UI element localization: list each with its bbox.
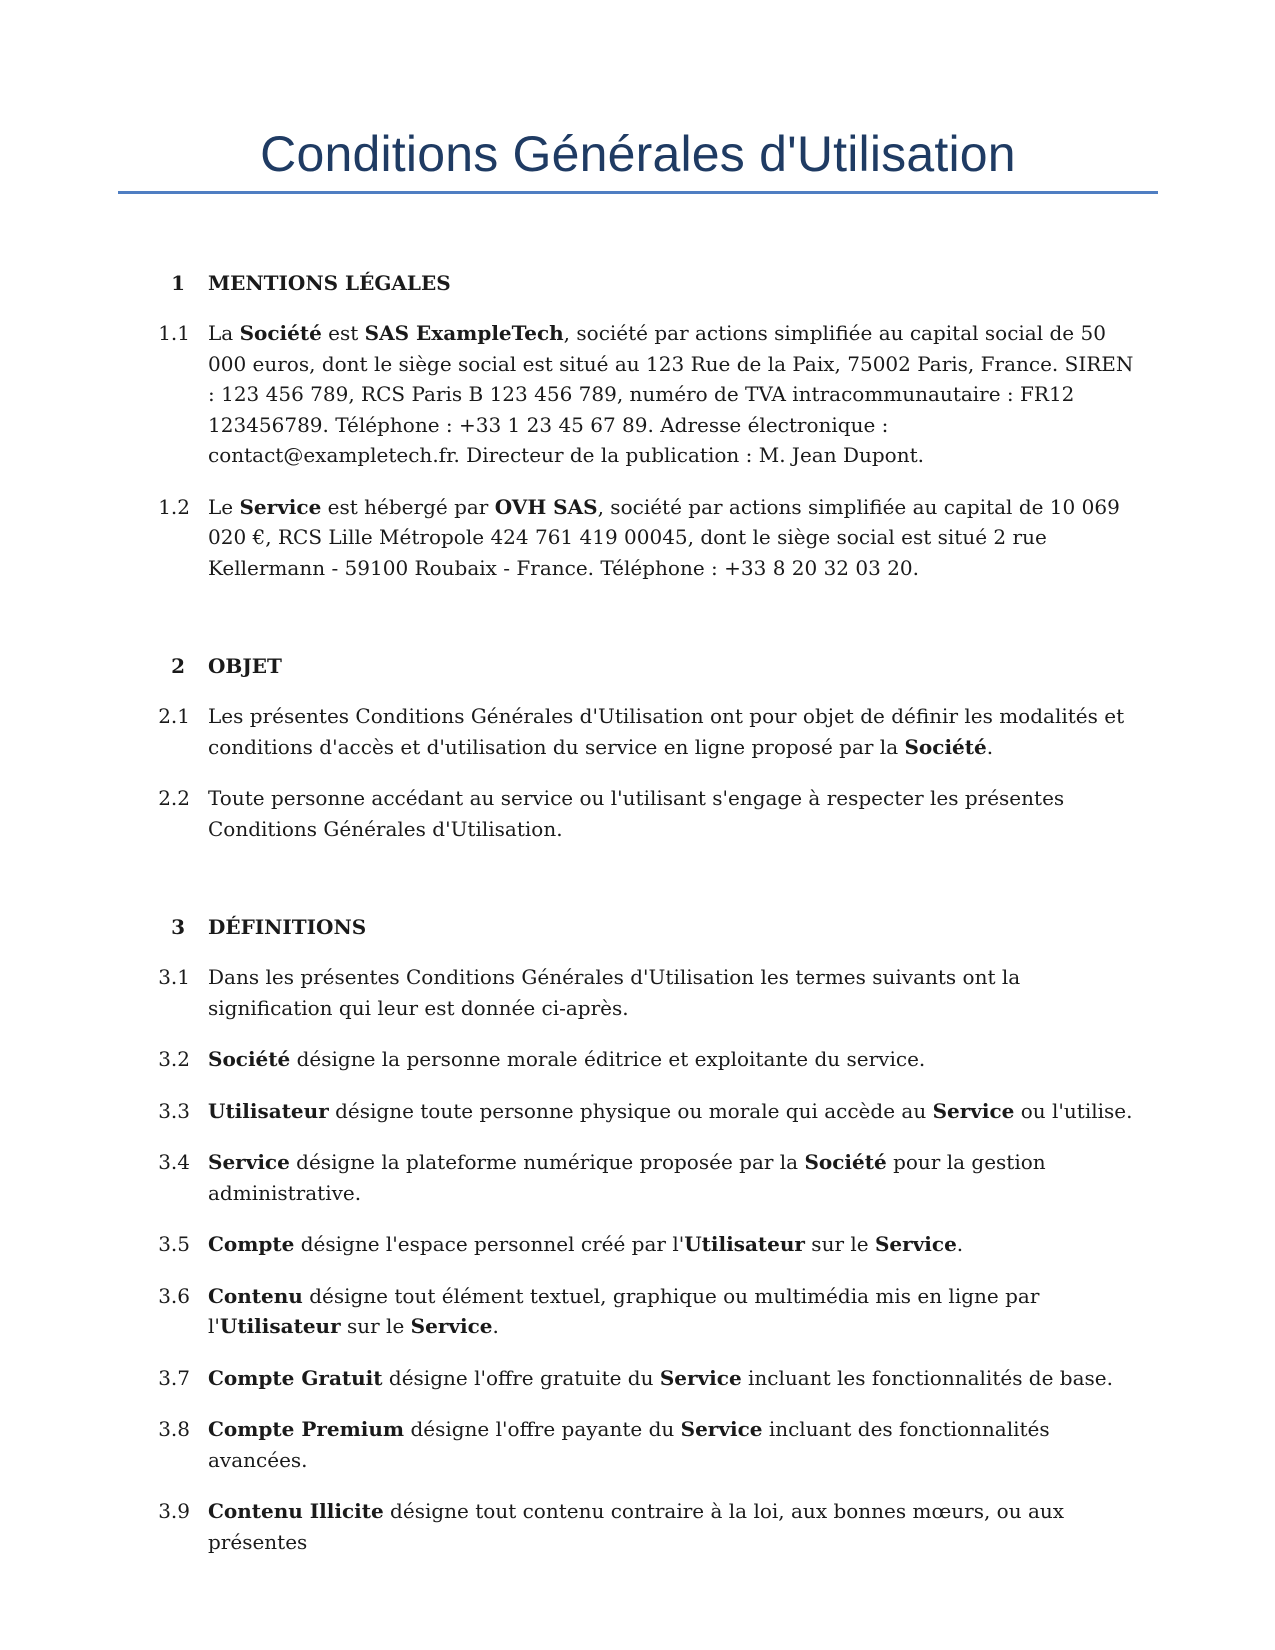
clause-text-run: Les présentes Conditions Générales d'Utilisation ont pour objet de définir les modalités et conditions d'accès et d'utilisation du service en ligne proposé par la [208,704,1125,759]
clause-text-run: Le [208,494,240,519]
clause-text-run: sur le [804,1232,875,1256]
defined-term: SAS ExampleTech [364,321,564,345]
clause-number: 1.1 [158,321,190,345]
clause-number: 3.7 [158,1365,190,1390]
clause-text-run: désigne toute personne physique ou morale qui accède au [328,1098,933,1123]
clause-number: 3.4 [158,1150,190,1174]
defined-term: Service [932,1098,1015,1123]
clause [0,1044,1275,1075]
clause [0,318,1275,471]
section [0,268,1275,583]
clause-number: 3.8 [158,1417,190,1441]
clause-number: 2.1 [158,704,190,728]
clause-number: 3.2 [158,1047,190,1071]
section-heading [0,268,1275,298]
section-heading [0,912,1275,942]
clause [0,1229,1275,1260]
defined-term: Utilisateur [684,1232,805,1256]
defined-term: Service [208,1150,290,1174]
clause [0,783,1275,844]
clause-text-run: . [492,1314,499,1338]
document-title: Conditions Générales d'Utilisation [260,126,1016,182]
clause-number: 1.2 [158,494,190,519]
clause-text-run: désigne tout élément textuel, graphique ou multimédia mis en ligne par l' [208,1283,1040,1338]
clause [0,1496,1275,1557]
clause-text [208,318,1138,471]
defined-term: Contenu [208,1283,303,1308]
clause-text-run: Dans les présentes Conditions Générales d'Utilisation les termes suivants ont la signification qui leur est donnée ci-après. [208,965,1021,1020]
clause-text-run: La [208,321,240,345]
clause-text [208,783,1138,844]
clause-text-run: incluant les fonctionnalités de base. [741,1365,1113,1390]
defined-term: Compte [208,1232,295,1256]
section [0,651,1275,844]
clause-text-run: , société par actions simplifiée au capital de 10 069 020 €, RCS Lille Métropole 424 761 419 00045, dont le siège social est situé 2 rue Kellermann - 59100 Roubaix - France. Téléphone : +33 8 20 32 03 20. [208,494,1120,580]
clause-text [208,1363,1138,1394]
clause [0,1414,1275,1475]
clause-text-run: . [956,1232,964,1256]
clause-text [208,962,1138,1023]
defined-term: Service [239,494,322,519]
defined-term: Service [874,1232,957,1256]
section-title: OBJET [208,654,282,678]
clause [0,962,1275,1023]
clause-text-run: sur le [340,1314,411,1338]
defined-term: Contenu Illicite [208,1499,384,1523]
clause-text [208,492,1138,584]
defined-term: Société [904,734,987,759]
clause-number: 3.1 [158,965,190,989]
clause [0,1281,1275,1342]
clause-text [208,1414,1138,1475]
defined-term: Société [239,321,322,345]
section-number: 1 [171,271,185,295]
clause-text-run: est hébergé par [321,494,495,519]
clause-number: 3.6 [158,1283,190,1308]
clause-text [208,1096,1138,1127]
defined-term: Service [659,1365,742,1390]
clause [0,492,1275,584]
clause-text-run: Toute personne accédant au service ou l'utilisant s'engage à respecter les présentes Conditions Générales d'Utilisation. [208,786,1065,841]
defined-term: Société [208,1047,291,1071]
defined-term: Utilisateur [219,1314,341,1338]
section-title: DÉFINITIONS [208,915,367,939]
section-number: 3 [171,915,185,939]
clause-text [208,1281,1138,1342]
clause-text-run: incluant des fonctionnalités avancées. [208,1417,1050,1472]
clause-number: 2.2 [158,786,190,810]
clause-number: 3.5 [158,1232,190,1256]
defined-term: Compte Premium [208,1417,405,1441]
clause [0,1363,1275,1394]
clause-text [208,1496,1138,1557]
clause-text-run: désigne l'offre payante du [404,1417,681,1441]
clause-text [208,1044,1138,1075]
clause-text-run: désigne la plateforme numérique proposée par la [289,1150,805,1174]
clause-text [208,701,1138,762]
clause-text-run: désigne l'offre gratuite du [382,1365,660,1390]
clause-text-run: désigne tout contenu contraire à la loi, aux bonnes mœurs, ou aux présentes [208,1499,1065,1554]
clause-text-run: . [986,734,994,759]
clause [0,1147,1275,1208]
section-heading [0,651,1275,681]
defined-term: Utilisateur [208,1098,329,1123]
clause-text-run: ou l'utilise. [1014,1098,1133,1123]
clause-text [208,1229,1138,1260]
section-number: 2 [171,654,185,678]
clause-text-run: pour la gestion administrative. [208,1150,1046,1205]
document-body [0,268,1275,1578]
clause [0,1096,1275,1127]
defined-term: Compte Gratuit [208,1365,383,1390]
clause-text-run: , société par actions simplifiée au capital social de 50 000 euros, dont le siège social est situé au 123 Rue de la Paix, 75002 Paris, France. SIREN : 123 456 789, RCS Paris B 123 456 789, numéro de TVA intracommunautaire : FR12 123456789. Téléphone : +33 1 23 45 67 89. Adresse électronique : contact@exampletech.fr. Directeur de la publication : M. Jean Dupont. [208,321,1134,467]
clause-text-run: est [321,321,365,345]
section-title: MENTIONS LÉGALES [208,271,451,295]
clause-number: 3.9 [158,1499,190,1523]
clause [0,701,1275,762]
title-divider [118,191,1158,194]
defined-term: Service [680,1417,763,1441]
defined-term: Société [804,1150,887,1174]
section [0,912,1275,1557]
clause-number: 3.3 [158,1098,190,1123]
clause-text-run: désigne la personne morale éditrice et exploitante du service. [290,1047,926,1071]
clause-text [208,1147,1138,1208]
defined-term: OVH SAS [494,494,598,519]
clause-text-run: désigne l'espace personnel créé par l' [294,1232,685,1256]
defined-term: Service [410,1314,493,1338]
